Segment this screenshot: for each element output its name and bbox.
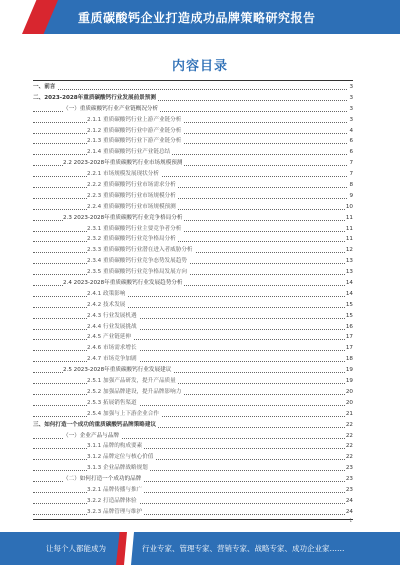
toc-entry-page: 15 — [345, 311, 353, 322]
toc-entry-page: 24 — [345, 507, 353, 518]
toc-entry-page: 23 — [345, 485, 353, 496]
toc-entry-label: 2.4.2 技术发展 — [87, 300, 127, 311]
toc-entry-label: 2.1.3 重质碳酸钙行业下游产业链分析 — [87, 136, 183, 147]
toc-entry[interactable] — [33, 267, 353, 278]
toc-entry-page: 18 — [345, 354, 353, 365]
toc-entry-label: 2.1.2 重质碳酸钙行业中游产业链分析 — [87, 126, 183, 137]
toc-entry-label: 3.2.3 品牌管理与维护 — [87, 507, 144, 518]
toc-entry-page: 20 — [345, 398, 353, 409]
leader-dots — [33, 187, 347, 188]
toc-entry[interactable] — [33, 409, 353, 420]
toc-entry-label: 2.4 2023-2028年重质碳酸钙行业发展趋势分析 — [63, 278, 184, 289]
table-of-contents — [33, 82, 353, 518]
toc-entry[interactable] — [33, 115, 353, 126]
toc-entry-page: 3 — [348, 104, 353, 115]
toc-entry-label: 2.4.4 行业发展挑战 — [87, 322, 139, 333]
toc-entry-page: 13 — [345, 256, 353, 267]
toc-entry-page: 22 — [345, 441, 353, 452]
leader-dots — [33, 274, 347, 275]
toc-entry-label: 2.3.1 重质碳酸钙行业主要竞争者分析 — [87, 224, 183, 235]
toc-entry-label: 2.3.4 重质碳酸钙行业竞争态势发展趋势 — [87, 256, 189, 267]
leader-dots — [33, 307, 347, 308]
toc-entry-page: 23 — [345, 463, 353, 474]
toc-entry-label: 2.5 2023-2028年重质碳酸钙行业发展建议 — [63, 365, 173, 376]
toc-entry[interactable] — [33, 354, 353, 365]
toc-entry-page: 22 — [345, 420, 353, 431]
toc-entry[interactable] — [33, 289, 353, 300]
toc-entry[interactable] — [33, 104, 353, 115]
leader-dots — [33, 448, 347, 449]
toc-entry-page: 7 — [348, 169, 353, 180]
leader-dots — [33, 350, 347, 351]
toc-entry-label: 2.4.7 市场竞争加剧 — [87, 354, 139, 365]
toc-entry-page: 17 — [345, 343, 353, 354]
toc-entry-label: 3.1.2 品牌定位与核心价值 — [87, 452, 155, 463]
leader-dots — [33, 470, 347, 471]
toc-entry-page: 3 — [348, 115, 353, 126]
toc-entry[interactable] — [33, 93, 353, 104]
leader-dots — [33, 459, 347, 460]
toc-entry[interactable] — [33, 278, 353, 289]
toc-entry-label: 2.4.6 市场需求增长 — [87, 343, 139, 354]
leader-dots — [33, 383, 347, 384]
toc-entry[interactable] — [33, 365, 353, 376]
toc-entry-page: 10 — [345, 202, 353, 213]
toc-entry[interactable] — [33, 136, 353, 147]
toc-entry[interactable] — [33, 507, 353, 518]
toc-entry-page: 24 — [345, 496, 353, 507]
toc-heading: 内容目录 — [171, 59, 228, 74]
toc-entry-label: 一、前言 — [33, 82, 57, 93]
toc-entry-page: 19 — [345, 365, 353, 376]
leader-dots — [33, 394, 347, 395]
toc-entry-label: （二）如何打造一个成功的品牌 — [63, 474, 143, 485]
toc-entry-label: （一）企业产品与品牌 — [63, 431, 121, 442]
leader-dots — [33, 503, 347, 504]
toc-entry-label: 2.5.4 加强与上下游企业合作 — [87, 409, 161, 420]
toc-entry-page: 8 — [348, 180, 353, 191]
toc-entry[interactable] — [33, 224, 353, 235]
toc-entry[interactable] — [33, 202, 353, 213]
leader-dots — [33, 329, 347, 330]
toc-entry[interactable] — [33, 191, 353, 202]
leader-dots — [33, 241, 347, 242]
leader-dots — [33, 514, 347, 515]
leader-dots — [33, 154, 347, 155]
toc-entry-page: 20 — [345, 387, 353, 398]
report-title: 重质碳酸钙企业打造成功品牌策略研究报告 — [78, 11, 316, 25]
leader-dots — [33, 209, 347, 210]
leader-dots — [33, 176, 347, 177]
toc-bottom-rule — [33, 519, 353, 520]
leader-dots — [33, 405, 347, 406]
toc-entry[interactable] — [33, 420, 353, 431]
toc-entry[interactable] — [33, 452, 353, 463]
leader-dots — [33, 361, 347, 362]
toc-entry-label: 3.1.1 品牌的构成要素 — [87, 441, 144, 452]
toc-entry-page: 6 — [348, 147, 353, 158]
toc-entry-page: 13 — [345, 267, 353, 278]
toc-entry[interactable] — [33, 431, 353, 442]
toc-entry-page: 14 — [345, 278, 353, 289]
toc-entry-page: 3 — [348, 93, 353, 104]
toc-entry[interactable] — [33, 300, 353, 311]
leader-dots — [33, 296, 347, 297]
toc-entry-page: 21 — [345, 409, 353, 420]
toc-entry[interactable] — [33, 322, 353, 333]
leader-dots — [33, 122, 347, 123]
toc-entry[interactable] — [33, 387, 353, 398]
toc-top-rule — [33, 80, 353, 81]
toc-entry[interactable] — [33, 213, 353, 224]
toc-entry[interactable] — [33, 376, 353, 387]
toc-entry-label: 2.2 2023-2028年重质碳酸钙行业市场规模预测 — [63, 158, 184, 169]
leader-dots — [33, 339, 347, 340]
toc-entry-page: 16 — [345, 322, 353, 333]
toc-entry[interactable] — [33, 496, 353, 507]
footer-slogan-left: 让每个人都能成为 — [46, 544, 106, 553]
toc-entry[interactable] — [33, 332, 353, 343]
toc-entry-page: 12 — [345, 245, 353, 256]
toc-entry-page: 11 — [345, 213, 353, 224]
toc-entry[interactable] — [33, 311, 353, 322]
leader-dots — [33, 416, 347, 417]
toc-entry-page: 6 — [348, 136, 353, 147]
toc-entry[interactable] — [33, 234, 353, 245]
toc-entry[interactable] — [33, 474, 353, 485]
leader-dots — [33, 231, 347, 232]
toc-entry-label: 2.2.3 重质碳酸钙行业市场规模分析 — [87, 191, 178, 202]
toc-entry-label: 2.4.5 产业链延伸 — [87, 332, 133, 343]
toc-entry-label: 2.5.3 拓展销售渠道 — [87, 398, 139, 409]
toc-entry-label: 2.4.1 政策影响 — [87, 289, 127, 300]
leader-dots — [33, 133, 347, 134]
toc-entry-label: 2.1.4 重质碳酸钙行业产业链总结 — [87, 147, 172, 158]
toc-entry-label: （一）重质碳酸钙行业产业链概况分析 — [63, 104, 160, 115]
toc-entry-label: 2.2.1 市场规模发展现状分析 — [87, 169, 161, 180]
toc-entry-page: 11 — [345, 234, 353, 245]
toc-entry[interactable] — [33, 485, 353, 496]
toc-entry-page: 9 — [348, 191, 353, 202]
toc-entry-page: 14 — [345, 289, 353, 300]
toc-entry-page: 7 — [348, 158, 353, 169]
page-number: 1 — [349, 518, 352, 523]
toc-entry-page: 23 — [345, 474, 353, 485]
toc-entry[interactable] — [33, 147, 353, 158]
toc-entry-label: 2.2.4 重质碳酸钙行业市场规模预测 — [87, 202, 178, 213]
toc-entry-page: 15 — [345, 300, 353, 311]
toc-entry-page: 17 — [345, 332, 353, 343]
leader-dots — [33, 89, 347, 90]
toc-entry-label: 3.2.2 打造品牌体验 — [87, 496, 139, 507]
footer-slogan-right: 行业专家、管理专家、营销专家、战略专家、成功企业家…… — [142, 544, 345, 553]
toc-entry-label: 2.3.5 重质碳酸钙行业竞争格局发展方向 — [87, 267, 189, 278]
toc-entry-label: 2.3.3 重质碳酸钙行业潜在进入者威胁分析 — [87, 245, 195, 256]
toc-entry[interactable] — [33, 158, 353, 169]
toc-entry-label: 2.2.2 重质碳酸钙行业市场需求分析 — [87, 180, 178, 191]
toc-entry-label: 2.5.1 加强产品研发，提升产品质量 — [87, 376, 178, 387]
toc-entry[interactable] — [33, 245, 353, 256]
toc-entry-page: 22 — [345, 452, 353, 463]
toc-entry-page: 22 — [345, 431, 353, 442]
toc-entry[interactable] — [33, 441, 353, 452]
toc-entry-label: 三、如何打造一个成功的重质碳酸钙品牌策略建议 — [33, 420, 158, 431]
toc-entry-label: 3.2.1 品牌传播与推广 — [87, 485, 144, 496]
toc-entry-page: 11 — [345, 224, 353, 235]
toc-entry[interactable] — [33, 256, 353, 267]
toc-entry-page: 19 — [345, 376, 353, 387]
toc-entry-label: 2.5.2 加强品牌建设，提升品牌影响力 — [87, 387, 183, 398]
leader-dots — [33, 318, 347, 319]
toc-entry[interactable] — [33, 398, 353, 409]
toc-entry-label: 2.4.3 行业发展机遇 — [87, 311, 139, 322]
leader-dots — [33, 143, 347, 144]
toc-entry-label: 3.1.3 企业品牌战略规划 — [87, 463, 150, 474]
toc-entry[interactable] — [33, 343, 353, 354]
leader-dots — [33, 263, 347, 264]
toc-entry-page: 3 — [348, 82, 353, 93]
toc-entry[interactable] — [33, 180, 353, 191]
leader-dots — [33, 198, 347, 199]
toc-entry[interactable] — [33, 169, 353, 180]
toc-entry[interactable] — [33, 463, 353, 474]
toc-entry[interactable] — [33, 126, 353, 137]
toc-entry[interactable] — [33, 82, 353, 93]
toc-entry-label: 2.3 2023-2028年重质碳酸钙行业竞争格局分析 — [63, 213, 184, 224]
leader-dots — [33, 492, 347, 493]
toc-entry-label: 2.1.1 重质碳酸钙行业上游产业链分析 — [87, 115, 183, 126]
toc-entry-page: 4 — [348, 126, 353, 137]
toc-entry-label: 二、2023-2028年重质碳酸钙行业发展前景预测 — [33, 93, 158, 104]
toc-entry-label: 2.3.2 重质碳酸钙行业竞争格局分析 — [87, 234, 178, 245]
